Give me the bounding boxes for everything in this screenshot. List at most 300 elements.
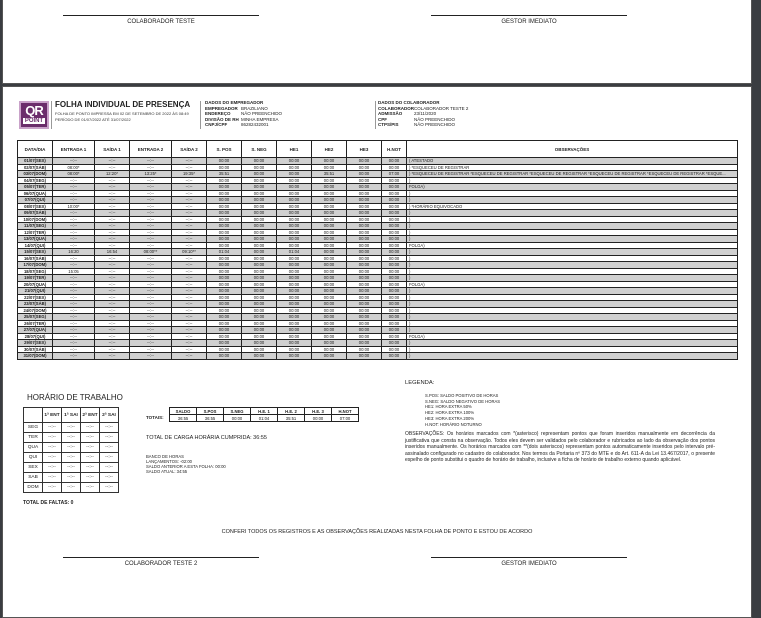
time-cell: --:-- — [130, 210, 172, 217]
time-cell: 00:00 — [277, 184, 312, 191]
time-cell: 00:00 — [207, 340, 242, 347]
time-cell: --:-- — [53, 301, 95, 308]
time-cell: --:-- — [130, 236, 172, 243]
time-cell: --:-- — [95, 203, 130, 210]
time-cell: 00:00 — [312, 340, 347, 347]
time-cell: 35:51 — [312, 171, 347, 178]
time-cell: --:-- — [95, 340, 130, 347]
column-header: SAÍDA 1 — [95, 141, 130, 158]
time-cell: 00:00 — [347, 171, 382, 178]
schedule-cell: --:-- — [100, 433, 119, 443]
schedule-row — [24, 443, 119, 453]
observation-cell: ) — [407, 197, 738, 204]
time-cell: --:-- — [172, 190, 207, 197]
time-cell: 00:00 — [312, 353, 347, 360]
time-cell: 00:00 — [242, 275, 277, 282]
weekday-cell: QUA — [24, 443, 43, 453]
time-cell: --:-- — [53, 262, 95, 269]
date-cell: 16/07(SÁB) — [18, 255, 53, 262]
schedule-cell: --:-- — [43, 483, 62, 493]
time-cell: 00:00 — [207, 229, 242, 236]
totals-value: 00:00 — [305, 415, 332, 422]
time-cell: 00:00 — [382, 223, 407, 230]
time-cell: --:-- — [130, 190, 172, 197]
time-cell: 10:00* — [53, 203, 95, 210]
time-cell: --:-- — [95, 346, 130, 353]
time-cell: 08:00* — [53, 164, 95, 171]
time-cell: 00:00 — [312, 158, 347, 165]
schedule-cell: --:-- — [100, 453, 119, 463]
time-cell: --:-- — [95, 177, 130, 184]
schedule-cell: --:-- — [62, 483, 81, 493]
time-cell: 08:00* — [53, 171, 95, 178]
time-cell: 00:00 — [207, 164, 242, 171]
time-cell: 00:00 — [347, 216, 382, 223]
time-cell: 00:00 — [242, 288, 277, 295]
divider — [51, 101, 52, 129]
time-cell: --:-- — [130, 327, 172, 334]
time-cell: --:-- — [130, 275, 172, 282]
schedule-cell: --:-- — [62, 433, 81, 443]
time-cell: 00:00 — [312, 177, 347, 184]
time-cell: 00:00 — [312, 320, 347, 327]
time-cell: 00:00 — [277, 229, 312, 236]
time-cell: --:-- — [130, 353, 172, 360]
time-cell: --:-- — [95, 307, 130, 314]
time-cell: 00:00 — [382, 255, 407, 262]
time-cell: --:-- — [130, 223, 172, 230]
time-cell: --:-- — [172, 255, 207, 262]
weekday-cell: QUI — [24, 453, 43, 463]
time-cell: 16:20 — [53, 249, 95, 256]
time-cell: 00:00 — [277, 353, 312, 360]
schedule-cell: --:-- — [43, 423, 62, 433]
signature-gestor: GESTOR IMEDIATO — [431, 557, 627, 567]
schedule-title: HORÁRIO DE TRABALHO — [27, 393, 123, 402]
totals-value: 01:04 — [251, 415, 278, 422]
time-cell: 00:00 — [312, 255, 347, 262]
time-cell: 00:00 — [347, 353, 382, 360]
observation-cell: ) — [407, 346, 738, 353]
time-cell: --:-- — [130, 216, 172, 223]
time-cell: 00:00 — [312, 307, 347, 314]
time-cell: 00:00 — [382, 327, 407, 334]
date-cell: 29/07(SEX) — [18, 340, 53, 347]
time-cell: --:-- — [172, 197, 207, 204]
time-cell: 00:00 — [312, 190, 347, 197]
observation-cell: FOLGA) — [407, 184, 738, 191]
divider — [200, 101, 201, 129]
observation-cell: FOLGA) — [407, 333, 738, 340]
time-cell: 00:00 — [312, 203, 347, 210]
time-cell: 00:00 — [242, 327, 277, 334]
time-cell: 00:00 — [382, 353, 407, 360]
time-cell: --:-- — [130, 242, 172, 249]
time-cell: --:-- — [53, 158, 95, 165]
time-cell: 00:00 — [347, 210, 382, 217]
time-cell: 00:00 — [347, 327, 382, 334]
time-cell: --:-- — [130, 203, 172, 210]
time-cell: 00:00 — [382, 236, 407, 243]
time-cell: 00:00 — [277, 307, 312, 314]
time-cell: 13:25* — [130, 171, 172, 178]
time-cell: 00:00 — [277, 190, 312, 197]
time-cell: 00:00 — [347, 314, 382, 321]
time-cell: --:-- — [95, 158, 130, 165]
date-cell: 07/07(QUI) — [18, 197, 53, 204]
time-cell: --:-- — [130, 164, 172, 171]
time-cell: --:-- — [172, 314, 207, 321]
signature-gestor: GESTOR IMEDIATO — [431, 15, 627, 25]
time-cell: 00:00 — [207, 275, 242, 282]
schedule-cell: --:-- — [100, 463, 119, 473]
observation-cell: ) — [407, 340, 738, 347]
time-cell: 00:00 — [242, 190, 277, 197]
time-cell: 00:00 — [277, 268, 312, 275]
time-cell: --:-- — [172, 242, 207, 249]
time-cell: --:-- — [53, 314, 95, 321]
time-cell: --:-- — [172, 210, 207, 217]
time-cell: 00:00 — [207, 197, 242, 204]
time-cell: --:-- — [53, 184, 95, 191]
time-cell: 00:00 — [347, 333, 382, 340]
time-cell: 00:00 — [347, 320, 382, 327]
time-cell: 00:00 — [312, 288, 347, 295]
schedule-cell: --:-- — [81, 473, 100, 483]
totals-value: 36:55 — [197, 415, 224, 422]
time-cell: --:-- — [95, 242, 130, 249]
date-cell: 10/07(DOM) — [18, 216, 53, 223]
time-cell: --:-- — [53, 190, 95, 197]
time-cell: --:-- — [130, 184, 172, 191]
time-cell: --:-- — [95, 301, 130, 308]
time-cell: 00:00 — [207, 288, 242, 295]
totals-table — [169, 407, 359, 422]
time-cell: 00:00 — [207, 281, 242, 288]
time-cell: 00:00 — [207, 314, 242, 321]
date-cell: 24/07(DOM) — [18, 307, 53, 314]
date-cell: 14/07(QUI) — [18, 242, 53, 249]
column-header: OBSERVAÇÕES — [407, 141, 738, 158]
time-cell: 00:00 — [242, 333, 277, 340]
date-cell: 18/07(SEG) — [18, 268, 53, 275]
time-cell: 00:00 — [277, 203, 312, 210]
observation-cell: ) *HORÁRIO EQUIVOCADO — [407, 203, 738, 210]
observation-cell: ) — [407, 236, 738, 243]
date-cell: 02/07(SÁB) — [18, 164, 53, 171]
time-cell: --:-- — [95, 216, 130, 223]
time-cell: --:-- — [53, 255, 95, 262]
date-cell: 25/07(SEG) — [18, 314, 53, 321]
column-header: H.NOT — [382, 141, 407, 158]
date-cell: 26/07(TER) — [18, 320, 53, 327]
time-cell: --:-- — [53, 327, 95, 334]
date-cell: 17/07(DOM) — [18, 262, 53, 269]
date-cell: 13/07(QUA) — [18, 236, 53, 243]
totals-header: H.E. 2 — [278, 408, 305, 415]
schedule-cell: --:-- — [81, 463, 100, 473]
page-title: FOLHA INDIVIDUAL DE PRESENÇA — [55, 100, 191, 109]
time-cell: --:-- — [95, 314, 130, 321]
time-cell: 07:00 — [382, 171, 407, 178]
date-cell: 30/07(SÁB) — [18, 346, 53, 353]
time-cell: 00:00 — [277, 288, 312, 295]
time-cell: --:-- — [95, 190, 130, 197]
time-cell: 00:00 — [347, 255, 382, 262]
time-cell: 00:00 — [277, 327, 312, 334]
time-cell: 00:00 — [207, 346, 242, 353]
column-header: DATA/DIA — [18, 141, 53, 158]
total-carga: TOTAL DE CARGA HORÁRIA CUMPRIDA: 36:55 — [146, 435, 267, 441]
scrollbar[interactable] — [753, 0, 761, 610]
totals-header: H.E. 3 — [305, 408, 332, 415]
observation-cell: ) — [407, 268, 738, 275]
date-cell: 31/07(DOM) — [18, 353, 53, 360]
time-cell: 00:00 — [277, 255, 312, 262]
time-cell: --:-- — [172, 294, 207, 301]
time-cell: 00:00 — [277, 177, 312, 184]
time-cell: 00:00 — [277, 197, 312, 204]
column-header: ENTRADA 1 — [53, 141, 95, 158]
signature-colaborador: COLABORADOR TESTE 2 — [63, 557, 259, 567]
time-cell: 00:00 — [242, 158, 277, 165]
time-cell: 00:00 — [382, 249, 407, 256]
time-cell: --:-- — [130, 314, 172, 321]
time-cell: --:-- — [53, 242, 95, 249]
time-cell: 00:00 — [312, 333, 347, 340]
schedule-header: 2ª SAI — [100, 408, 119, 423]
date-cell: 08/07(SEX) — [18, 203, 53, 210]
time-cell: --:-- — [53, 294, 95, 301]
previous-page — [2, 0, 752, 84]
observation-cell: ) — [407, 216, 738, 223]
time-cell: 00:00 — [347, 197, 382, 204]
schedule-cell: --:-- — [100, 423, 119, 433]
time-cell: --:-- — [95, 223, 130, 230]
date-cell: 12/07(TER) — [18, 229, 53, 236]
time-cell: --:-- — [130, 294, 172, 301]
time-cell: --:-- — [130, 229, 172, 236]
totals-header: S.NEG — [224, 408, 251, 415]
time-cell: --:-- — [95, 236, 130, 243]
time-cell: 00:00 — [382, 294, 407, 301]
time-cell: 00:00 — [277, 210, 312, 217]
time-cell: 00:00 — [242, 262, 277, 269]
time-cell: 00:00 — [312, 314, 347, 321]
totals-header: H.NOT — [332, 408, 359, 415]
time-cell: 00:00 — [207, 184, 242, 191]
time-cell: 00:00 — [382, 210, 407, 217]
schedule-cell: --:-- — [62, 423, 81, 433]
time-cell: --:-- — [130, 346, 172, 353]
schedule-cell: --:-- — [81, 423, 100, 433]
time-cell: --:-- — [53, 275, 95, 282]
time-cell: 00:00 — [207, 177, 242, 184]
column-header: HE2 — [312, 141, 347, 158]
time-cell: 00:00 — [382, 164, 407, 171]
column-header: SAÍDA 2 — [172, 141, 207, 158]
time-cell: 00:00 — [242, 301, 277, 308]
time-cell: 00:00 — [312, 275, 347, 282]
time-cell: 00:00 — [312, 242, 347, 249]
time-cell: --:-- — [130, 301, 172, 308]
time-cell: 00:00 — [242, 210, 277, 217]
signature-colaborador: COLABORADOR TESTE — [63, 15, 259, 25]
time-cell: 00:00 — [382, 301, 407, 308]
time-cell: --:-- — [172, 229, 207, 236]
observation-cell: ) — [407, 255, 738, 262]
time-cell: --:-- — [53, 307, 95, 314]
schedule-row — [24, 463, 119, 473]
time-cell: 00:00 — [277, 340, 312, 347]
observation-cell: ) — [407, 288, 738, 295]
date-cell: 03/07(DOM) — [18, 171, 53, 178]
date-cell: 01/07(SEX) — [18, 158, 53, 165]
time-cell: 00:00 — [277, 242, 312, 249]
weekday-cell: SEG — [24, 423, 43, 433]
time-cell: 00:00 — [242, 255, 277, 262]
schedule-row — [24, 433, 119, 443]
schedule-cell: --:-- — [62, 473, 81, 483]
time-cell: --:-- — [53, 236, 95, 243]
date-cell: 09/07(SÁB) — [18, 210, 53, 217]
time-cell: 00:00 — [277, 262, 312, 269]
time-cell: 00:00 — [242, 320, 277, 327]
time-cell: 00:00 — [277, 223, 312, 230]
legend-list: S.POS: SALDO POSITIVO DE HORAS S.NEG: SALDO NEGATIVO DE HORAS HE1: HORA EXTRA 50% HE2: HORA EXTRA 100% HE3: HORA EXTRA 200% H.NOT: HORÁRIO NOTURNO — [425, 393, 501, 427]
schedule-header — [24, 408, 43, 423]
observation-cell: ) — [407, 210, 738, 217]
schedule-header: 1ª SAI — [62, 408, 81, 423]
time-cell: 00:00 — [382, 346, 407, 353]
time-cell: 00:00 — [242, 268, 277, 275]
time-cell: 00:00 — [347, 307, 382, 314]
time-cell: 00:00 — [382, 203, 407, 210]
time-cell: --:-- — [53, 197, 95, 204]
time-cell: --:-- — [172, 281, 207, 288]
observation-cell: ) — [407, 190, 738, 197]
time-cell: 00:00 — [207, 190, 242, 197]
schedule-cell: --:-- — [81, 483, 100, 493]
time-cell: 00:00 — [207, 262, 242, 269]
schedule-cell: --:-- — [43, 443, 62, 453]
time-cell: 00:00 — [242, 197, 277, 204]
time-cell: 00:00 — [347, 177, 382, 184]
time-cell: 00:00 — [382, 314, 407, 321]
time-cell: 00:00 — [347, 262, 382, 269]
schedule-cell: --:-- — [43, 463, 62, 473]
time-cell: --:-- — [95, 327, 130, 334]
time-cell: 00:00 — [207, 255, 242, 262]
schedule-cell: --:-- — [43, 473, 62, 483]
observation-cell: ) — [407, 177, 738, 184]
time-cell: 00:00 — [382, 158, 407, 165]
time-cell: 00:00 — [347, 190, 382, 197]
time-cell: --:-- — [130, 333, 172, 340]
time-cell: 00:00 — [382, 281, 407, 288]
time-cell: 00:00 — [277, 301, 312, 308]
time-cell: --:-- — [53, 223, 95, 230]
observation-cell: ) — [407, 307, 738, 314]
schedule-row — [24, 423, 119, 433]
time-cell: --:-- — [53, 320, 95, 327]
time-cell: 00:00 — [382, 197, 407, 204]
schedule-table — [23, 407, 119, 493]
time-cell: 00:00 — [312, 164, 347, 171]
time-cell: 00:00 — [207, 216, 242, 223]
time-cell: 00:00 — [312, 249, 347, 256]
time-cell: 00:00 — [207, 353, 242, 360]
time-cell: --:-- — [130, 255, 172, 262]
observation-cell: ) — [407, 262, 738, 269]
time-cell: 00:00 — [382, 333, 407, 340]
schedule-cell: --:-- — [100, 483, 119, 493]
time-cell: 00:00 — [242, 216, 277, 223]
time-cell: 19:35* — [172, 171, 207, 178]
observation-cell: ) — [407, 314, 738, 321]
time-cell: 00:00 — [382, 288, 407, 295]
date-cell: 22/07(SEX) — [18, 294, 53, 301]
column-header: ENTRADA 2 — [130, 141, 172, 158]
time-cell: 00:00 — [242, 314, 277, 321]
time-cell: 00:00 — [312, 216, 347, 223]
schedule-cell: --:-- — [100, 443, 119, 453]
printed-date: FOLHA DE PONTO IMPRESSA EM 02 DE SETEMBRO DE 2022 ÀS 08:49 — [55, 111, 189, 116]
time-cell: 00:00 — [382, 307, 407, 314]
time-cell: --:-- — [95, 262, 130, 269]
time-cell: --:-- — [172, 340, 207, 347]
weekday-cell: SEX — [24, 463, 43, 473]
schedule-cell: --:-- — [81, 433, 100, 443]
time-cell: --:-- — [95, 353, 130, 360]
time-cell: 00:00 — [242, 164, 277, 171]
time-cell: 00:00 — [312, 236, 347, 243]
time-cell: 00:00 — [312, 210, 347, 217]
time-cell: 00:00 — [207, 294, 242, 301]
time-cell: 00:00 — [382, 190, 407, 197]
time-cell: --:-- — [95, 210, 130, 217]
time-cell: 00:00 — [242, 177, 277, 184]
time-cell: 00:00 — [242, 242, 277, 249]
date-cell: 28/07(QUI) — [18, 333, 53, 340]
banco-horas: BANCO DE HORAS LANÇAMENTOS: -02:00 SALDO ANTERIOR A ESTA FOLHA: 00:00 SALDO ATUAL: 34:55 — [146, 454, 226, 474]
time-cell: --:-- — [172, 301, 207, 308]
time-cell: 00:00 — [347, 203, 382, 210]
employer-info: DADOS DO EMPREGADOR EMPREGADOR BRAZILIANO ENDEREÇO NÃO PREENCHIDO DIVISÃO DE RH MINHA EMPRESA CNPJ/CPF 86282432001 — [205, 100, 283, 128]
time-cell: 00:00 — [312, 262, 347, 269]
time-cell: 00:00 — [347, 158, 382, 165]
time-cell: --:-- — [172, 203, 207, 210]
time-cell: --:-- — [172, 236, 207, 243]
time-cell: 00:00 — [347, 275, 382, 282]
date-cell: 27/07(QUA) — [18, 327, 53, 334]
observation-cell: ) *ESQUECEU DE REGISTRAR *ESQUECEU DE REGISTRAR *ESQUECEU DE REGISTRAR *ESQUECEU DE REGISTRAR *ESQUECEU DE REGISTRAR *ESQUE... — [407, 171, 738, 178]
time-cell: --:-- — [95, 320, 130, 327]
time-cell: --:-- — [53, 333, 95, 340]
schedule-cell: --:-- — [100, 473, 119, 483]
time-cell: 00:00 — [207, 210, 242, 217]
time-cell: --:-- — [172, 353, 207, 360]
date-cell: 23/07(SÁB) — [18, 301, 53, 308]
time-cell: 00:00 — [312, 184, 347, 191]
time-cell: 00:00 — [242, 229, 277, 236]
time-cell: 00:00 — [382, 216, 407, 223]
totals-label: TOTAIS: — [146, 415, 164, 420]
time-cell: --:-- — [130, 197, 172, 204]
schedule-header: 2ª ENT — [81, 408, 100, 423]
time-cell: --:-- — [95, 333, 130, 340]
time-cell: --:-- — [53, 229, 95, 236]
